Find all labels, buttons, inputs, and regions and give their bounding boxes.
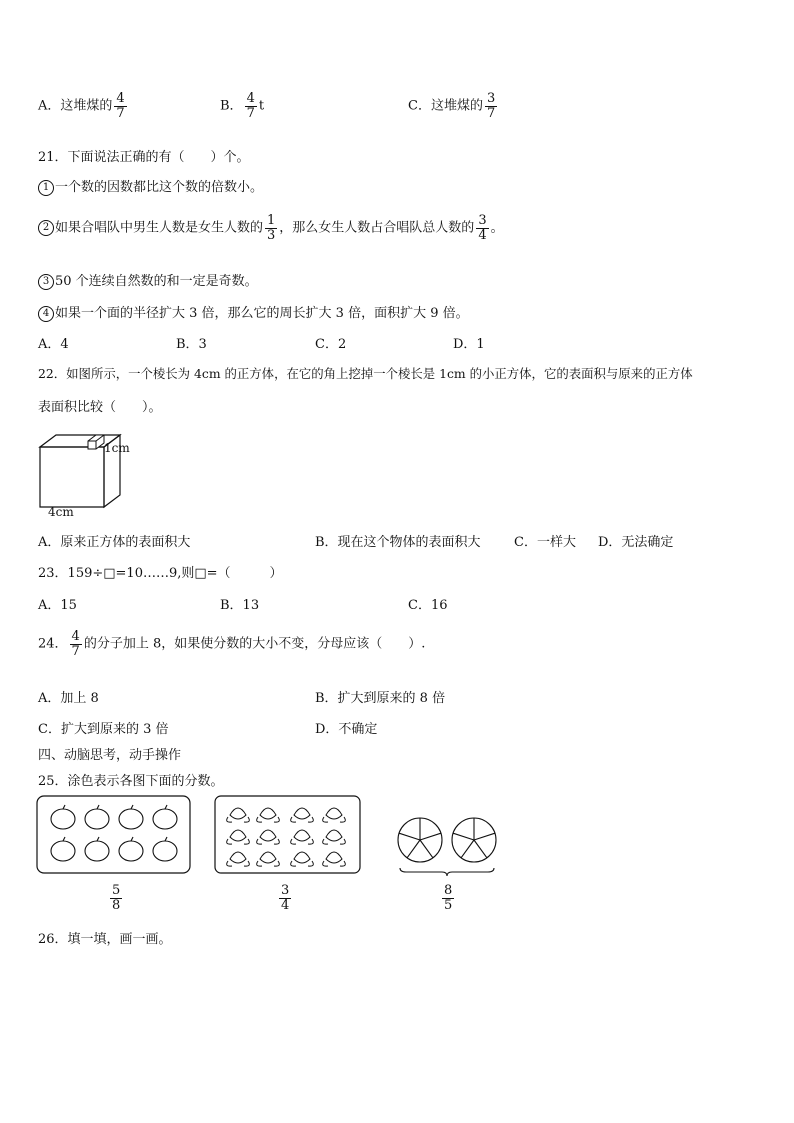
top-option-b: B． $\frac{4}{7}$ t [220,91,265,121]
q22-option-b[interactable]: B．现在这个物体的表面积大 [315,535,481,550]
q25-fraction-circles: $\frac{8}{5}$ [444,883,453,913]
q21-statement-1: 1 一个数的因数都比这个数的倍数小。 [38,176,263,196]
fraction: $\frac{1}{3}$ [267,213,276,243]
apples-box [36,795,192,875]
q22-option-d[interactable]: D．无法确定 [598,535,674,550]
fraction: $\frac{4}{7}$ [246,91,255,121]
q22-stem-line1: 22．如图所示，一个棱长为 4cm 的正方体，在它的角上挖掉一个棱长是 1cm 的小正方体，它的表面积与原来的正方体 [38,366,693,381]
fraction: $\frac{3}{4}$ [478,213,487,243]
peach-icon [227,830,250,844]
q24-option-c[interactable]: C．扩大到原来的 3 倍 [38,722,169,737]
circled-number: 1 [38,180,54,196]
peach-icon [291,808,314,822]
circled-number: 3 [38,274,54,290]
section-title: 四、动脑思考，动手操作 [38,748,182,763]
q21-option-d[interactable]: D．1 [453,337,485,352]
q21-option-a[interactable]: A．4 [38,337,69,352]
q25-fraction-apples: $\frac{5}{8}$ [112,883,121,913]
q22-option-a[interactable]: A．原来正方体的表面积大 [38,535,191,550]
q24-option-a[interactable]: A．加上 8 [38,691,99,706]
apple-icon [153,805,177,829]
cube-front-face [40,447,104,507]
cube-big-label: 4cm [48,505,74,519]
peach-icon [291,830,314,844]
q24-stem: 24． $\frac{4}{7}$ 的分子加上 8，如果使分数的大小不变，分母应该（ ）. [38,629,426,659]
q25-fraction-peaches: $\frac{3}{4}$ [281,883,290,913]
peaches-box [214,795,362,875]
q22-option-c[interactable]: C．一样大 [514,535,576,550]
peach-icon [323,808,346,822]
cube-small-label: 1cm [104,441,130,455]
q22-stem-line2: 表面积比较（ ）。 [38,400,162,415]
peach-icon [257,830,280,844]
apple-icon [119,837,143,861]
apple-icon [85,837,109,861]
q23-option-b[interactable]: B．13 [220,598,260,613]
fraction: $\frac{4}{7}$ [116,91,125,121]
top-option-a: A．这堆煤的 $\frac{4}{7}$ [38,91,125,121]
peach-icon [257,852,280,866]
apple-icon [51,805,75,829]
q23-option-a[interactable]: A．15 [38,598,77,613]
top-option-c: C．这堆煤的 $\frac{3}{7}$ [408,91,496,121]
apple-icon [85,805,109,829]
fraction: $\frac{4}{7}$ [71,629,80,659]
q23-stem: 23．159÷□=10……9,则□=（ ） [38,566,283,581]
q21-statement-4: 4 如果一个面的半径扩大 3 倍，那么它的周长扩大 3 倍，面积扩大 9 倍。 [38,302,469,322]
q26-stem: 26．填一填，画一画。 [38,932,172,947]
circle-divided-5 [398,818,442,862]
peach-icon [291,852,314,866]
q24-option-d[interactable]: D．不确定 [315,722,378,737]
peach-icon [227,852,250,866]
q21-option-b[interactable]: B．3 [176,337,207,352]
peach-icon [323,852,346,866]
q21-stem: 21．下面说法正确的有（ ）个。 [38,150,250,165]
circle-divided-5 [452,818,496,862]
apple-icon [51,837,75,861]
circled-number: 4 [38,306,54,322]
circles-figure [392,808,504,880]
q21-statement-2: 2 如果合唱队中男生人数是女生人数的 $\frac{1}{3}$ ，那么女生人数占合唱队总人数的 $\frac{3}{4}$ 。 [38,214,504,242]
apple-icon [153,837,177,861]
fraction: $\frac{3}{7}$ [486,91,496,121]
peach-icon [257,808,280,822]
peach-icon [227,808,250,822]
circled-number: 2 [38,220,54,236]
q21-option-c[interactable]: C．2 [315,337,347,352]
brace [400,868,494,876]
q24-option-b[interactable]: B．扩大到原来的 8 倍 [315,691,446,706]
q21-statement-3: 3 50 个连续自然数的和一定是奇数。 [38,270,258,290]
q25-stem: 25．涂色表示各图下面的分数。 [38,774,224,789]
apple-icon [119,805,143,829]
q23-option-c[interactable]: C．16 [408,598,448,613]
peach-icon [323,830,346,844]
